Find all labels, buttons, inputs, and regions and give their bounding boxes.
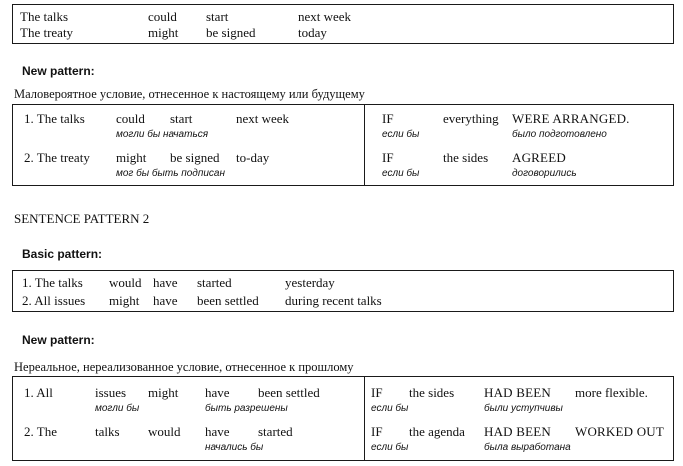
table-cell: 1. The talks (24, 111, 85, 126)
table-cell: 2. The (24, 424, 57, 439)
section-label: New pattern: (22, 333, 95, 347)
table-cell: have (153, 275, 178, 290)
table-cell: talks (95, 424, 120, 439)
table-cell: been settled (197, 293, 259, 308)
table-cell: more flexible. (575, 385, 648, 400)
translation: если бы (382, 168, 420, 179)
table-cell: everything (443, 111, 499, 126)
table-cell: today (298, 25, 327, 40)
table-cell: WORKED OUT (575, 424, 665, 439)
table-cell: 2. The treaty (24, 150, 90, 165)
translation: мог бы быть подписан (116, 168, 225, 179)
section-label: Basic pattern: (22, 247, 103, 261)
section-label: New pattern: (22, 64, 95, 78)
table-cell: HAD BEEN (484, 424, 551, 439)
translation: могли бы (95, 403, 140, 414)
table-cell: IF (371, 385, 383, 400)
table-divider (364, 104, 365, 186)
translation: если бы (382, 129, 420, 140)
translation: договорились (512, 168, 577, 179)
table-cell: yesterday (285, 275, 335, 290)
translation: быть разрешены (205, 403, 288, 414)
table-cell: IF (371, 424, 383, 439)
table-cell: have (205, 424, 230, 439)
table-cell: The treaty (20, 25, 74, 40)
table-cell: be signed (170, 150, 220, 165)
translation: начались бы (205, 442, 264, 453)
table-cell: been settled (258, 385, 320, 400)
table-cell: IF (382, 111, 394, 126)
table-cell: could (116, 111, 145, 126)
table-cell: might (116, 150, 147, 165)
table-cell: 1. The talks (22, 275, 83, 290)
table-cell: during recent talks (285, 293, 382, 308)
table-cell: started (258, 424, 293, 439)
table-cell: might (148, 25, 179, 40)
translation: если бы (371, 442, 409, 453)
table-cell: WERE ARRANGED. (512, 111, 630, 126)
translation: было подготовлено (512, 129, 607, 140)
translation: если бы (371, 403, 409, 414)
table-cell: IF (382, 150, 394, 165)
condition-caption: Нереальное, нереализованное условие, отнесенное к прошлому (14, 360, 354, 374)
table-cell: would (109, 275, 142, 290)
table-cell: be signed (206, 25, 256, 40)
table-cell: the sides (409, 385, 455, 400)
table-cell: start (206, 9, 229, 24)
table-cell: HAD BEEN (484, 385, 551, 400)
translation: была выработана (484, 442, 571, 453)
table-cell: started (197, 275, 232, 290)
table-cell: 2. All issues (22, 293, 86, 308)
table-cell: might (109, 293, 140, 308)
table-cell: might (148, 385, 179, 400)
table-cell: have (153, 293, 178, 308)
table-cell: The talks (20, 9, 69, 24)
table-cell: start (170, 111, 193, 126)
table-cell: issues (95, 385, 127, 400)
condition-caption: Маловероятное условие, отнесенное к настоящему или будущему (14, 87, 365, 101)
table-cell: the sides (443, 150, 489, 165)
table-cell: could (148, 9, 177, 24)
translation: были уступчивы (484, 403, 563, 414)
section-heading: SENTENCE PATTERN 2 (14, 211, 150, 226)
table-cell: AGREED (512, 150, 566, 165)
table-cell: have (205, 385, 230, 400)
table-cell: would (148, 424, 181, 439)
table-cell: next week (298, 9, 352, 24)
table-cell: next week (236, 111, 290, 126)
table-cell: the agenda (409, 424, 465, 439)
translation: могли бы начаться (116, 129, 209, 140)
table-divider (364, 376, 365, 461)
table-cell: 1. All (24, 385, 53, 400)
table-cell: to-day (236, 150, 270, 165)
